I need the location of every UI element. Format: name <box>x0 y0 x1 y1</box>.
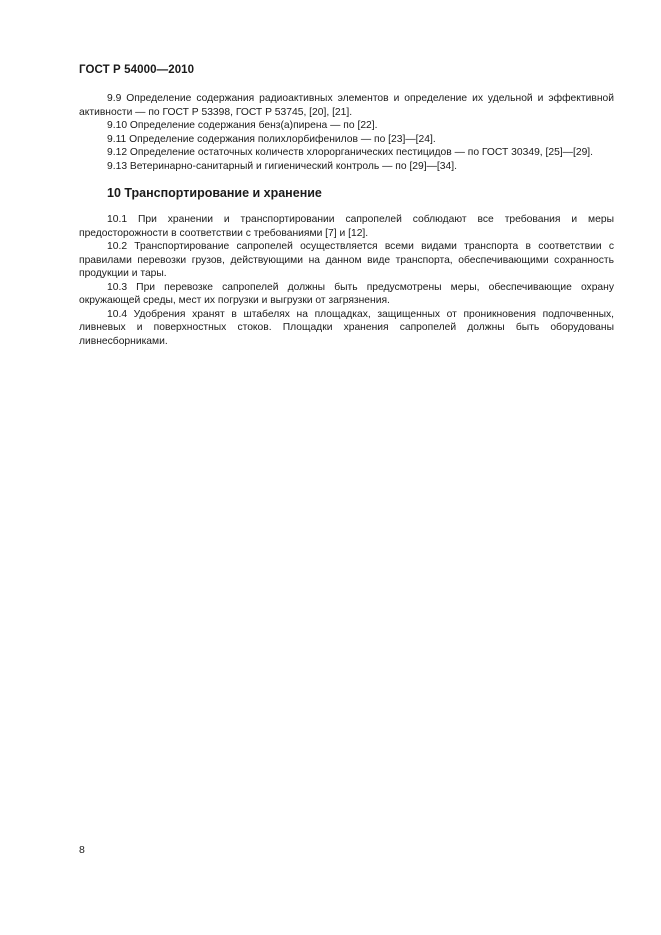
section-10-heading: 10 Транспортирование и хранение <box>107 186 322 200</box>
paragraph-9-12: 9.12 Определение остаточных количеств хлорорганических пестицидов — по ГОСТ 30349, [25]—[29]. <box>107 147 594 158</box>
paragraph-10-3: 10.3 При перевозке сапропелей должны быть предусмотрены меры, обеспечивающие охрану окружающей среды, мест их погрузки и выгрузки от загрязнения. <box>79 281 614 306</box>
document-header-code: ГОСТ Р 54000—2010 <box>79 64 195 76</box>
paragraph-9-13: 9.13 Ветеринарно-санитарный и гигиенический контроль — по [29]—[34]. <box>107 160 457 172</box>
paragraph-9-9: 9.9 Определение содержания радиоактивных элементов и определение их удельной и эффективной активности — по ГОСТ Р 53398, ГОСТ Р 53745, [20], [21]. <box>79 93 614 118</box>
page-number: 8 <box>79 844 85 856</box>
paragraph-9-10: 9.10 Определение содержания бенз(а)пирена — по [22]. <box>107 120 378 131</box>
paragraph-10-1: 10.1 При хранении и транспортировании сапропелей соблюдают все требования и меры предосторожности в соответствии с требованиями [7] и [12]. <box>79 214 614 239</box>
paragraph-10-2: 10.2 Транспортирование сапропелей осуществляется всеми видами транспорта в соответствии с правилами перевозки грузов, действующими на данном виде транспорта, обеспечивающими сохранность продукции и тары. <box>79 241 614 279</box>
paragraph-9-11: 9.11 Определение содержания полихлорбифенилов — по [23]—[24]. <box>107 133 436 145</box>
paragraph-10-4: 10.4 Удобрения хранят в штабелях на площадках, защищенных от проникновения подпочвенных, ливневых и поверхностных стоков. Площадки хранения сапропелей должны быть оборудованы ливнесборниками. <box>79 308 614 347</box>
document-body <box>79 92 614 348</box>
